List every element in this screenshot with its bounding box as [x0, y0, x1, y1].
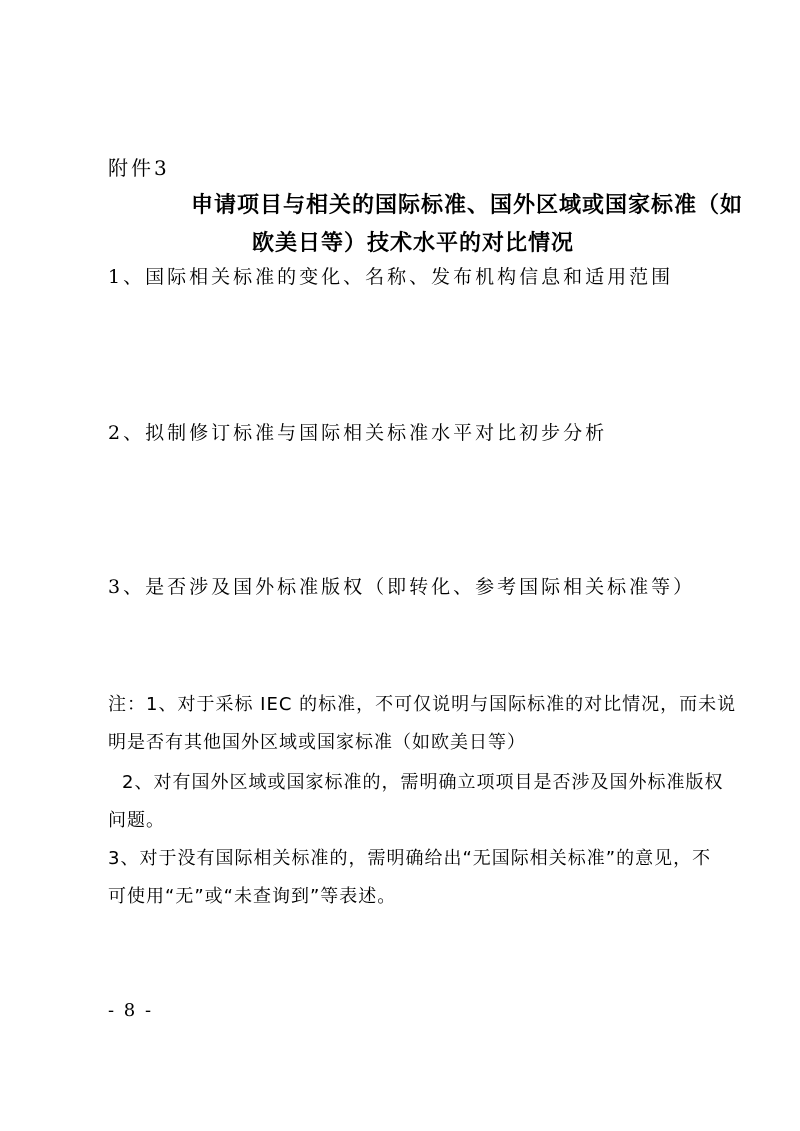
document-title-line1: 申请项目与相关的国际标准、国外区域或国家标准（如	[191, 193, 744, 218]
note-line-4: 问题。	[108, 810, 165, 831]
attachment-label: 附件3	[108, 156, 170, 180]
note-line-1: 注：1、对于采标 IEC 的标准，不可仅说明与国际标准的对比情况，而未说	[108, 694, 737, 715]
page-number: - 8 -	[108, 1000, 154, 1021]
document-title-line2: 欧美日等）技术水平的对比情况	[252, 231, 575, 256]
section-item-3: 3、是否涉及国外标准版权（即转化、参考国际相关标准等）	[108, 576, 696, 598]
note-line-3: 2、对有国外区域或国家标准的，需明确立项项目是否涉及国外标准版权	[122, 772, 724, 793]
section-item-2: 2、拟制修订标准与国际相关标准水平对比初步分析	[108, 422, 608, 444]
note-line-2: 明是否有其他国外区域或国家标准（如欧美日等）	[108, 732, 526, 753]
section-item-1: 1、国际相关标准的变化、名称、发布机构信息和适用范围	[108, 266, 674, 288]
note-line-5: 3、对于没有国际相关标准的，需明确给出“无国际相关标准”的意见，不	[108, 848, 712, 869]
note-line-6: 可使用“无”或“未查询到”等表述。	[108, 886, 397, 907]
